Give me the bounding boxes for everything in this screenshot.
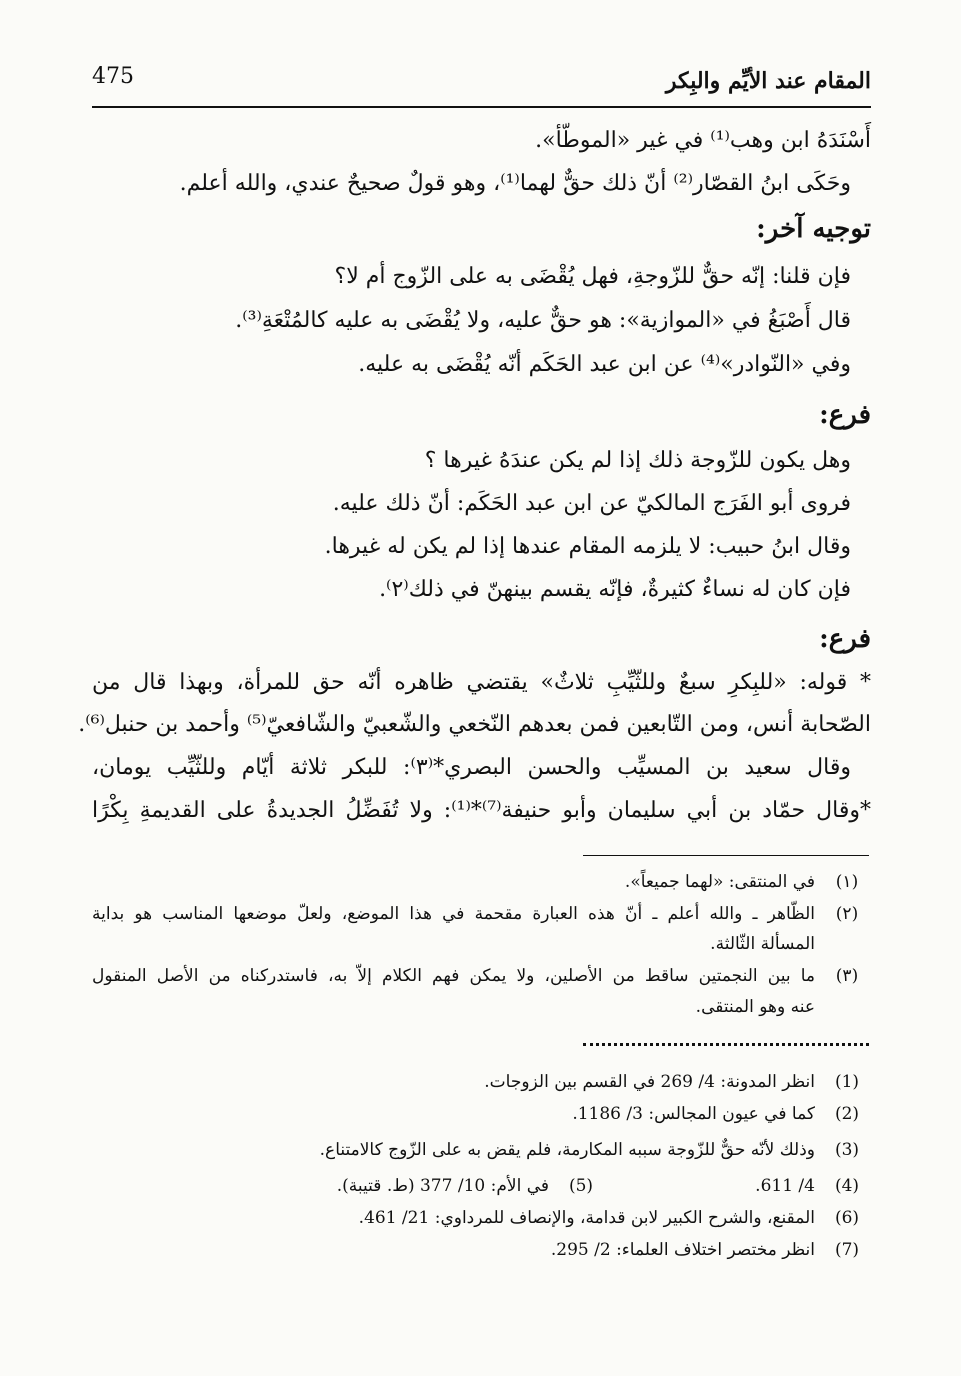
footnote — [160, 1240, 867, 1266]
footnote-continuation: عنه وهو المنتقى. — [695, 997, 815, 1017]
footnote-text: المقنع، والشرح الكبير لابن قدامة، والإنصاف للمرداوي: 21/ 461. — [358, 1208, 815, 1228]
footnote — [92, 904, 867, 930]
footnote-number: (5) — [568, 1176, 594, 1196]
footnote-number: (3) — [834, 1140, 860, 1160]
footnote — [92, 872, 867, 898]
footnote-text: انظر مختصر اختلاف العلماء: 2/ 295. — [550, 1240, 815, 1260]
section-heading: فرع: — [819, 400, 871, 430]
footnote-number: (6) — [834, 1208, 860, 1228]
text-line: * قوله: «للبِكرِ سبعٌ وللثّيِّبِ ثلاثٌ» يقتضي ظاهره أنّه حق للمرأة، وبهذا قال من — [92, 670, 871, 695]
running-title: المقام عند الأيِّم والبِكر — [665, 68, 871, 94]
footnote-text: الظّاهر ـ والله أعلم ـ أنّ هذه العبارة مقحمة في هذا الموضع، ولعلّ موضعها المناسب هو بداية — [92, 904, 815, 924]
footnote — [160, 1208, 867, 1234]
text-line: فروى أبو الفَرَج المالكيّ عن ابن عبد الحَكَم: أنّ ذلك عليه. — [332, 491, 851, 516]
section-heading: فرع: — [819, 624, 871, 654]
header-rule — [92, 106, 871, 108]
footnote — [640, 1176, 867, 1202]
text-line: *وقال حمّاد بن أبي سليمان وأبو حنيفة⁽⁷⁾*⁽¹⁾: ولا تُفَضِّلُ الجديدةُ على القديمةِ بِكْرًا — [92, 798, 871, 823]
footnote-text: في الأم: 10/ 377 (ط. قتيبة). — [336, 1176, 549, 1196]
footnote — [160, 1176, 601, 1202]
footnote-separator — [583, 855, 869, 856]
footnote-text: 4/ 611. — [755, 1176, 815, 1196]
footnote-text: في المنتقى: «لهما جميعاً». — [624, 872, 815, 892]
page-header — [92, 62, 871, 102]
footnote-continuation: المسألة الثّالثة. — [710, 934, 815, 954]
text-line: وقال سعيد بن المسيِّب والحسن البصري*⁽٣⁾: للبكر ثلاثة أيّام وللثّيِّب يومان، — [92, 755, 851, 780]
footnote — [160, 1072, 867, 1098]
text-line: وقال ابنُ حبيب: لا يلزمه المقام عندها إذا لم يكن له غيرها. — [324, 534, 851, 559]
footnote-number: (2) — [834, 1104, 860, 1124]
section-heading: توجيه آخر: — [756, 214, 871, 244]
footnote-number: (٢) — [835, 904, 859, 924]
footnote-dotted-separator — [583, 1043, 869, 1046]
footnote-text: ما بين النجمتين ساقط من الأصلين، ولا يمكن فهم الكلام إلاّ به، فاستدركناه من الأصل المنقول — [92, 966, 815, 986]
footnote — [160, 1140, 867, 1166]
footnote-number: (4) — [834, 1176, 860, 1196]
footnote-text: كما في عيون المجالس: 3/ 1186. — [572, 1104, 815, 1124]
text-line: وهل يكون للزّوجة ذلك إذا لم يكن عندَهُ غيرها ؟ — [424, 448, 851, 473]
footnote — [160, 1104, 867, 1130]
footnote-number: (١) — [835, 872, 859, 892]
text-line: فإن كان له نساءٌ كثيرةٌ، فإنّه يقسم بينهنّ في ذلك⁽٢⁾. — [379, 577, 851, 602]
text-line: وحَكَى ابنُ القصّار⁽²⁾ أنّ ذلك حقٌّ لهما⁽¹⁾، وهو قولٌ صحيحٌ عندي، والله أعلم. — [179, 171, 851, 196]
text-line: الصّحابة أنس، ومن التّابعين فمن بعدهم النّخعي والشّعبيّ والشّافعيّ⁽⁵⁾ وأحمد بن حنبل⁽⁶⁾. — [78, 712, 871, 737]
footnote-number: (٣) — [835, 966, 859, 986]
text-line: فإن قلنا: إنّه حقٌّ للزّوجةِ، فهل يُقْضَى به على الزّوج أم لا؟ — [334, 264, 851, 289]
text-line: قال أَصْبَغُ في «الموازية»: هو حقٌّ عليه، ولا يُقْضَى به عليه كالمُتْعَةِ⁽³⁾. — [235, 308, 851, 333]
footnote — [92, 966, 867, 992]
footnote-number: (1) — [834, 1072, 860, 1092]
footnote-number: (7) — [834, 1240, 860, 1260]
text-line: وفي «النّوادر»⁽⁴⁾ عن ابن عبد الحَكَم أنّه يُقْضَى به عليه. — [358, 352, 851, 377]
footnote-text: انظر المدونة: 4/ 269 في القسم بين الزوجات. — [484, 1072, 815, 1092]
page-number: 475 — [92, 64, 134, 89]
footnote-text: وذلك لأنّه حقٌّ للزّوجة سببه المكارمة، فلم يقض به على الزّوج كالامتناع. — [319, 1140, 815, 1160]
text-line: أَسْنَدَهُ ابن وهب⁽¹⁾ في غير «الموطّأ». — [535, 128, 871, 153]
